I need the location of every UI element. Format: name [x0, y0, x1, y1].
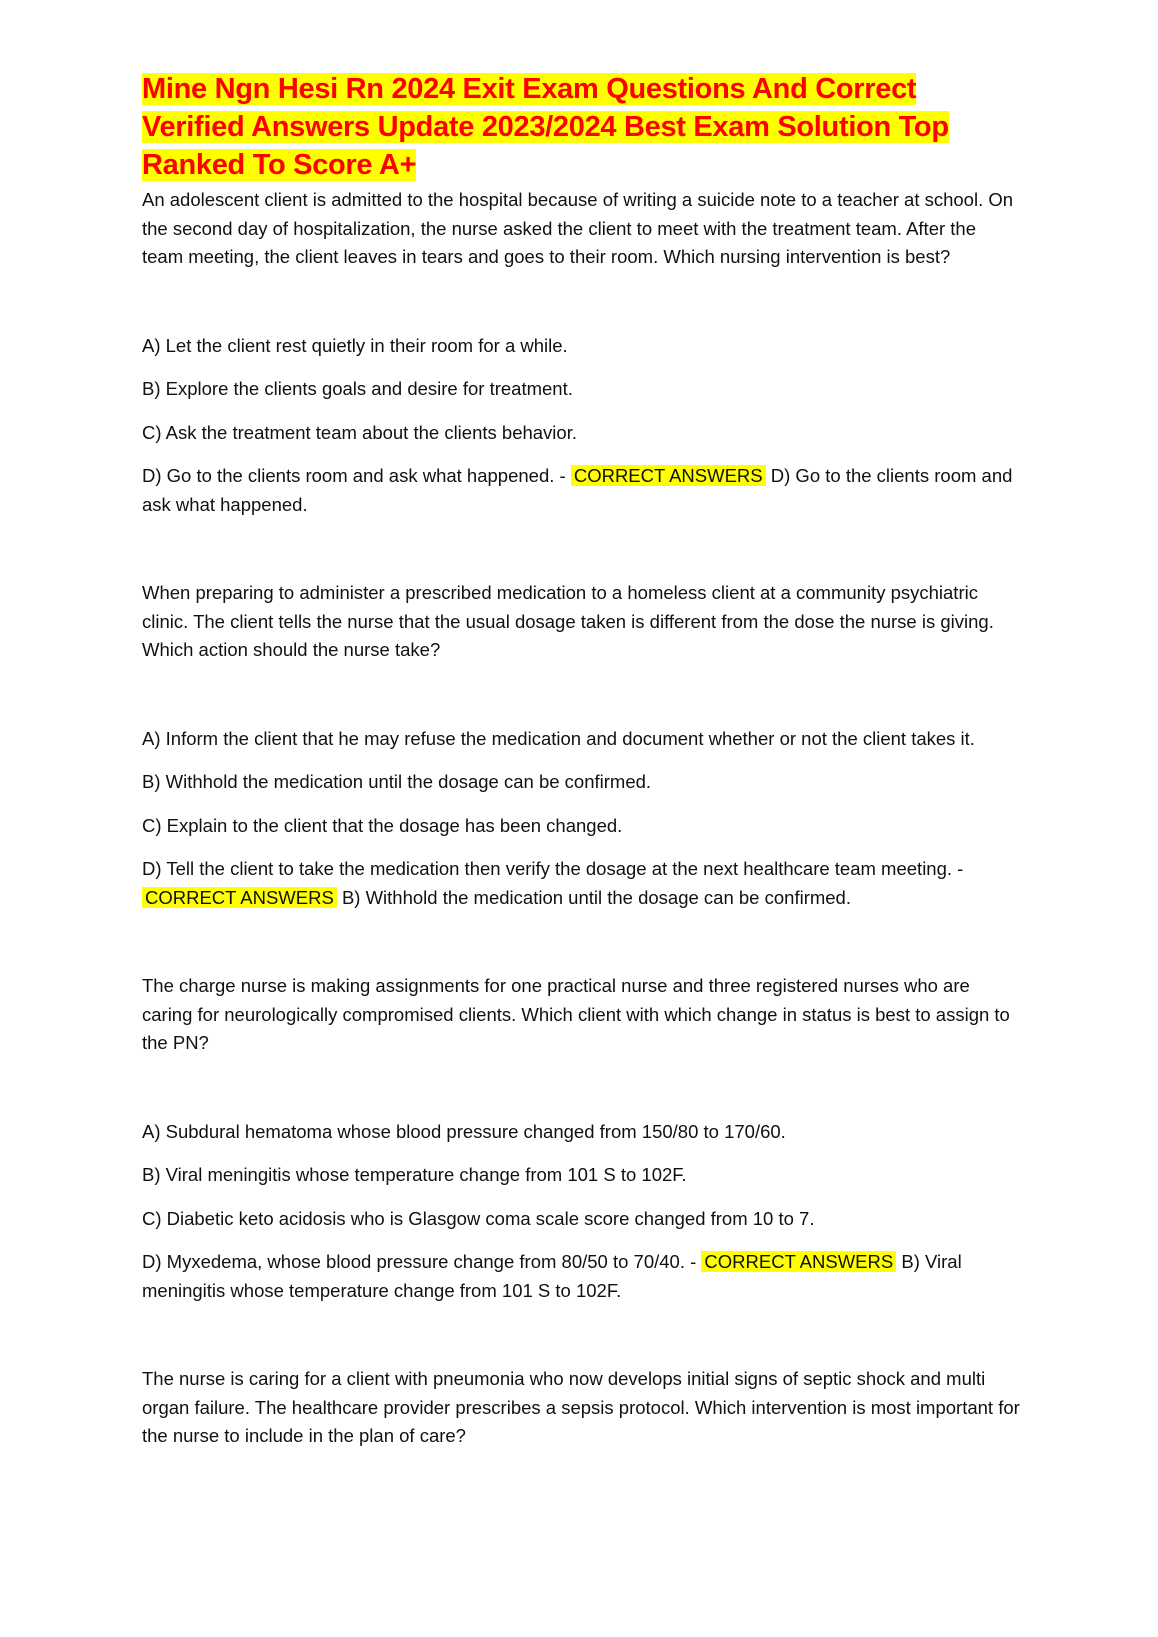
document-page — [142, 70, 1022, 1511]
correct-answers-marker: CORRECT ANSWERS — [701, 1251, 896, 1272]
question-1-option-b: B) Explore the clients goals and desire for treatment. — [142, 378, 573, 399]
question-1-option-d — [142, 462, 1022, 519]
question-2-option-c: C) Explain to the client that the dosage has been changed. — [142, 814, 623, 836]
question-3-option-c: C) Diabetic keto acidosis who is Glasgow coma scale score changed from 10 to 7. — [142, 1207, 815, 1229]
question-3-option-b: B) Viral meningitis whose temperature change from 101 S to 102F. — [142, 1164, 687, 1185]
question-1-option-d-text: D) Go to the clients room and ask what happened. - — [142, 465, 566, 486]
question-1-stem: An adolescent client is admitted to the hospital because of writing a suicide note to a teacher at school. On the second day of hospitalization, the nurse asked the client to meet with the treatment team. After the team meeting, the client leaves in tears and goes to their room. Which nursing intervention is best? — [142, 189, 1014, 267]
question-2-option-d — [142, 855, 1022, 912]
question-3-stem: The charge nurse is making assignments for one practical nurse and three registered nurses who are caring for neurologically compromised clients. Which client with which change in status is best to assign to the PN? — [142, 975, 1010, 1053]
correct-answers-marker: CORRECT ANSWERS — [142, 887, 337, 908]
document-title — [142, 70, 1022, 184]
question-3-option-d-text: D) Myxedema, whose blood pressure change from 80/50 to 70/40. - — [142, 1251, 697, 1272]
question-3-option-a: A) Subdural hematoma whose blood pressure changed from 150/80 to 170/60. — [142, 1120, 786, 1142]
question-1-answer: D) Go to the clients room and ask what happened. — [142, 465, 1013, 515]
question-2-answer: B) Withhold the medication until the dosage can be confirmed. — [341, 886, 851, 908]
question-3-option-d — [142, 1248, 1022, 1305]
question-3-answer: B) Viral meningitis whose temperature change from 101 S to 102F. — [142, 1251, 962, 1301]
question-1-option-a: A) Let the client rest quietly in their room for a while. — [142, 334, 568, 356]
question-4-stem: The nurse is caring for a client with pneumonia who now develops initial signs of septic shock and multi organ failure. The healthcare provider prescribes a sepsis protocol. Which intervention is most important for the nurse to include in the plan of care? — [142, 1368, 1020, 1446]
title-highlight: Mine Ngn Hesi Rn 2024 Exit Exam Questions And Correct Verified Answers Update 2023/2024 Best Exam Solution Top Ranked To Score A+ — [142, 73, 949, 181]
question-2-stem: When preparing to administer a prescribed medication to a homeless client at a community psychiatric clinic. The client tells the nurse that the usual dosage taken is different from the dose the nurse is giving. Which action should the nurse take? — [142, 582, 994, 660]
question-2-option-d-text: D) Tell the client to take the medication then verify the dosage at the next healthcare team meeting. - — [142, 858, 964, 879]
question-1-option-c: C) Ask the treatment team about the clients behavior. — [142, 421, 577, 443]
question-2-option-b: B) Withhold the medication until the dosage can be confirmed. — [142, 771, 652, 792]
correct-answers-marker: CORRECT ANSWERS — [571, 465, 766, 486]
question-2-option-a: A) Inform the client that he may refuse the medication and document whether or not the client takes it. — [142, 727, 975, 749]
